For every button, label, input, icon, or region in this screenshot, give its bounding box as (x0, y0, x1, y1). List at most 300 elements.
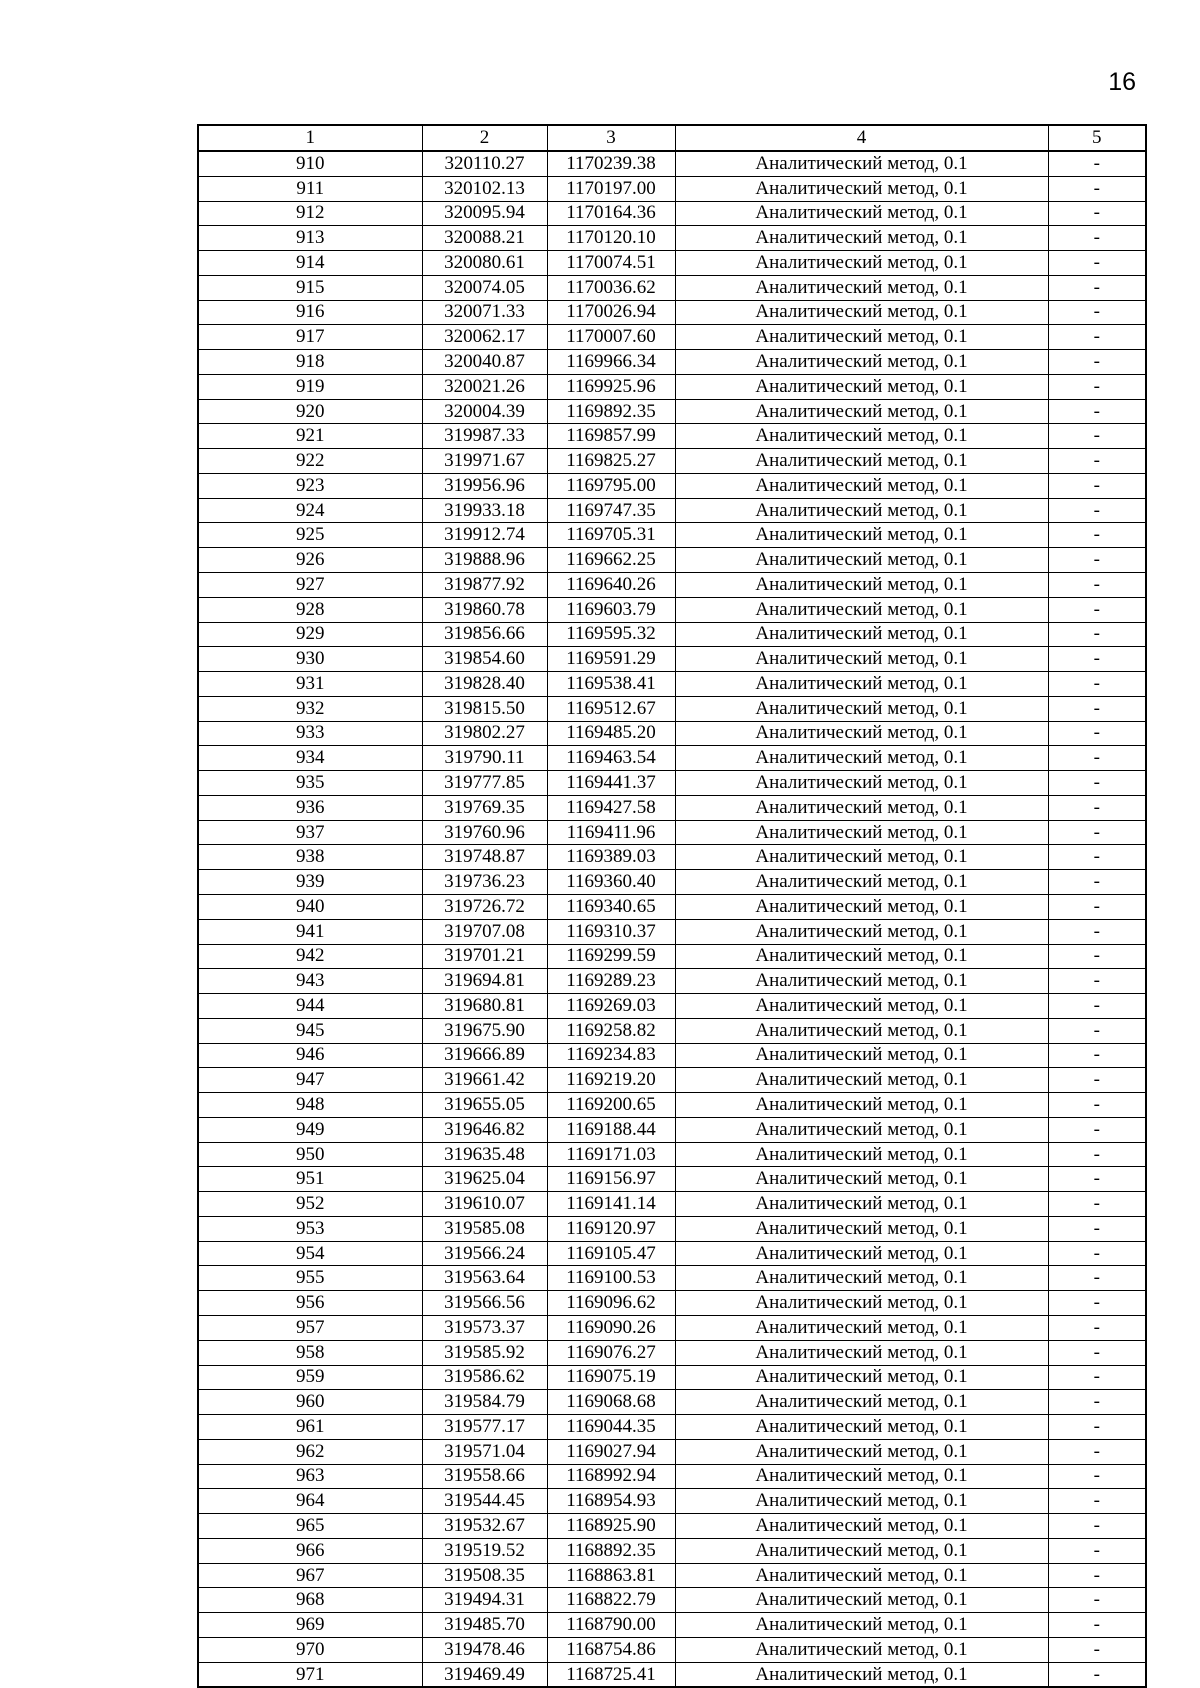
note-cell: - (1048, 845, 1146, 870)
table-row (198, 374, 1146, 399)
table-row (198, 1514, 1146, 1539)
y-coordinate-cell: 1169044.35 (547, 1415, 675, 1440)
y-coordinate-cell: 1169925.96 (547, 374, 675, 399)
y-coordinate-cell: 1169310.37 (547, 919, 675, 944)
y-coordinate-cell: 1169068.68 (547, 1390, 675, 1415)
point-number-cell: 934 (198, 746, 422, 771)
y-coordinate-cell: 1168954.93 (547, 1489, 675, 1514)
header-row (198, 125, 1146, 151)
x-coordinate-cell: 319584.79 (422, 1390, 547, 1415)
header-cell-4: 4 (675, 125, 1048, 151)
note-cell: - (1048, 573, 1146, 598)
table-row (198, 1291, 1146, 1316)
point-number-cell: 926 (198, 548, 422, 573)
note-cell: - (1048, 1439, 1146, 1464)
method-cell: Аналитический метод, 0.1 (675, 1365, 1048, 1390)
method-cell: Аналитический метод, 0.1 (675, 1117, 1048, 1142)
method-cell: Аналитический метод, 0.1 (675, 1637, 1048, 1662)
x-coordinate-cell: 319790.11 (422, 746, 547, 771)
table-row (198, 1167, 1146, 1192)
note-cell: - (1048, 449, 1146, 474)
y-coordinate-cell: 1169512.67 (547, 696, 675, 721)
point-number-cell: 917 (198, 325, 422, 350)
note-cell: - (1048, 870, 1146, 895)
point-number-cell: 940 (198, 894, 422, 919)
y-coordinate-cell: 1170197.00 (547, 176, 675, 201)
table-row (198, 1563, 1146, 1588)
x-coordinate-cell: 319586.62 (422, 1365, 547, 1390)
x-coordinate-cell: 319777.85 (422, 771, 547, 796)
point-number-cell: 942 (198, 944, 422, 969)
method-cell: Аналитический метод, 0.1 (675, 1093, 1048, 1118)
note-cell: - (1048, 251, 1146, 276)
y-coordinate-cell: 1169075.19 (547, 1365, 675, 1390)
x-coordinate-cell: 319736.23 (422, 870, 547, 895)
y-coordinate-cell: 1169105.47 (547, 1241, 675, 1266)
table-row (198, 870, 1146, 895)
y-coordinate-cell: 1170026.94 (547, 300, 675, 325)
x-coordinate-cell: 320071.33 (422, 300, 547, 325)
method-cell: Аналитический метод, 0.1 (675, 1315, 1048, 1340)
table-row (198, 696, 1146, 721)
table-row (198, 275, 1146, 300)
y-coordinate-cell: 1169389.03 (547, 845, 675, 870)
table-row (198, 746, 1146, 771)
note-cell: - (1048, 1637, 1146, 1662)
coordinates-table (197, 124, 1147, 1688)
x-coordinate-cell: 319675.90 (422, 1018, 547, 1043)
y-coordinate-cell: 1169269.03 (547, 994, 675, 1019)
method-cell: Аналитический метод, 0.1 (675, 1068, 1048, 1093)
header-cell-2: 2 (422, 125, 547, 151)
x-coordinate-cell: 319680.81 (422, 994, 547, 1019)
method-cell: Аналитический метод, 0.1 (675, 1291, 1048, 1316)
method-cell: Аналитический метод, 0.1 (675, 870, 1048, 895)
point-number-cell: 919 (198, 374, 422, 399)
note-cell: - (1048, 994, 1146, 1019)
table-row (198, 1538, 1146, 1563)
method-cell: Аналитический метод, 0.1 (675, 1588, 1048, 1613)
note-cell: - (1048, 201, 1146, 226)
method-cell: Аналитический метод, 0.1 (675, 424, 1048, 449)
method-cell: Аналитический метод, 0.1 (675, 251, 1048, 276)
method-cell: Аналитический метод, 0.1 (675, 1662, 1048, 1687)
x-coordinate-cell: 319666.89 (422, 1043, 547, 1068)
method-cell: Аналитический метод, 0.1 (675, 1241, 1048, 1266)
table-row (198, 672, 1146, 697)
y-coordinate-cell: 1168725.41 (547, 1662, 675, 1687)
point-number-cell: 968 (198, 1588, 422, 1613)
x-coordinate-cell: 320110.27 (422, 151, 547, 176)
x-coordinate-cell: 319494.31 (422, 1588, 547, 1613)
note-cell: - (1048, 1018, 1146, 1043)
table-row (198, 771, 1146, 796)
x-coordinate-cell: 319726.72 (422, 894, 547, 919)
y-coordinate-cell: 1169662.25 (547, 548, 675, 573)
table-row (198, 894, 1146, 919)
point-number-cell: 936 (198, 795, 422, 820)
method-cell: Аналитический метод, 0.1 (675, 449, 1048, 474)
method-cell: Аналитический метод, 0.1 (675, 374, 1048, 399)
x-coordinate-cell: 319508.35 (422, 1563, 547, 1588)
x-coordinate-cell: 319856.66 (422, 622, 547, 647)
note-cell: - (1048, 399, 1146, 424)
point-number-cell: 928 (198, 597, 422, 622)
table-row (198, 721, 1146, 746)
x-coordinate-cell: 320040.87 (422, 350, 547, 375)
point-number-cell: 952 (198, 1192, 422, 1217)
y-coordinate-cell: 1169485.20 (547, 721, 675, 746)
note-cell: - (1048, 672, 1146, 697)
method-cell: Аналитический метод, 0.1 (675, 1216, 1048, 1241)
x-coordinate-cell: 319760.96 (422, 820, 547, 845)
table-row (198, 201, 1146, 226)
point-number-cell: 969 (198, 1613, 422, 1638)
table-row (198, 548, 1146, 573)
y-coordinate-cell: 1169289.23 (547, 969, 675, 994)
method-cell: Аналитический метод, 0.1 (675, 1514, 1048, 1539)
x-coordinate-cell: 320102.13 (422, 176, 547, 201)
y-coordinate-cell: 1169234.83 (547, 1043, 675, 1068)
x-coordinate-cell: 319769.35 (422, 795, 547, 820)
y-coordinate-cell: 1169188.44 (547, 1117, 675, 1142)
point-number-cell: 951 (198, 1167, 422, 1192)
note-cell: - (1048, 1415, 1146, 1440)
note-cell: - (1048, 176, 1146, 201)
x-coordinate-cell: 319815.50 (422, 696, 547, 721)
method-cell: Аналитический метод, 0.1 (675, 1613, 1048, 1638)
method-cell: Аналитический метод, 0.1 (675, 275, 1048, 300)
point-number-cell: 927 (198, 573, 422, 598)
note-cell: - (1048, 1563, 1146, 1588)
table-row (198, 647, 1146, 672)
table-row (198, 1018, 1146, 1043)
point-number-cell: 959 (198, 1365, 422, 1390)
table-row (198, 1192, 1146, 1217)
method-cell: Аналитический метод, 0.1 (675, 795, 1048, 820)
note-cell: - (1048, 1093, 1146, 1118)
point-number-cell: 945 (198, 1018, 422, 1043)
method-cell: Аналитический метод, 0.1 (675, 746, 1048, 771)
x-coordinate-cell: 319610.07 (422, 1192, 547, 1217)
x-coordinate-cell: 319566.24 (422, 1241, 547, 1266)
point-number-cell: 935 (198, 771, 422, 796)
x-coordinate-cell: 319971.67 (422, 449, 547, 474)
x-coordinate-cell: 319585.92 (422, 1340, 547, 1365)
note-cell: - (1048, 523, 1146, 548)
point-number-cell: 929 (198, 622, 422, 647)
x-coordinate-cell: 319625.04 (422, 1167, 547, 1192)
table-row (198, 1489, 1146, 1514)
note-cell: - (1048, 473, 1146, 498)
x-coordinate-cell: 319519.52 (422, 1538, 547, 1563)
x-coordinate-cell: 320062.17 (422, 325, 547, 350)
point-number-cell: 961 (198, 1415, 422, 1440)
method-cell: Аналитический метод, 0.1 (675, 944, 1048, 969)
table-row (198, 944, 1146, 969)
table-row (198, 251, 1146, 276)
x-coordinate-cell: 319573.37 (422, 1315, 547, 1340)
y-coordinate-cell: 1169299.59 (547, 944, 675, 969)
x-coordinate-cell: 319828.40 (422, 672, 547, 697)
point-number-cell: 937 (198, 820, 422, 845)
point-number-cell: 916 (198, 300, 422, 325)
note-cell: - (1048, 275, 1146, 300)
note-cell: - (1048, 795, 1146, 820)
y-coordinate-cell: 1169640.26 (547, 573, 675, 598)
table-row (198, 399, 1146, 424)
method-cell: Аналитический метод, 0.1 (675, 176, 1048, 201)
point-number-cell: 954 (198, 1241, 422, 1266)
note-cell: - (1048, 1514, 1146, 1539)
x-coordinate-cell: 319478.46 (422, 1637, 547, 1662)
y-coordinate-cell: 1168925.90 (547, 1514, 675, 1539)
point-number-cell: 971 (198, 1662, 422, 1687)
method-cell: Аналитический метод, 0.1 (675, 1415, 1048, 1440)
point-number-cell: 948 (198, 1093, 422, 1118)
table-row (198, 1315, 1146, 1340)
table-row (198, 1637, 1146, 1662)
y-coordinate-cell: 1169360.40 (547, 870, 675, 895)
table-row (198, 1117, 1146, 1142)
y-coordinate-cell: 1169258.82 (547, 1018, 675, 1043)
method-cell: Аналитический метод, 0.1 (675, 1538, 1048, 1563)
table-row (198, 1241, 1146, 1266)
y-coordinate-cell: 1168790.00 (547, 1613, 675, 1638)
method-cell: Аналитический метод, 0.1 (675, 647, 1048, 672)
y-coordinate-cell: 1169141.14 (547, 1192, 675, 1217)
note-cell: - (1048, 151, 1146, 176)
method-cell: Аналитический метод, 0.1 (675, 300, 1048, 325)
point-number-cell: 932 (198, 696, 422, 721)
table-body (198, 151, 1146, 1687)
point-number-cell: 950 (198, 1142, 422, 1167)
method-cell: Аналитический метод, 0.1 (675, 473, 1048, 498)
y-coordinate-cell: 1169966.34 (547, 350, 675, 375)
note-cell: - (1048, 1142, 1146, 1167)
point-number-cell: 966 (198, 1538, 422, 1563)
method-cell: Аналитический метод, 0.1 (675, 151, 1048, 176)
method-cell: Аналитический метод, 0.1 (675, 969, 1048, 994)
x-coordinate-cell: 319888.96 (422, 548, 547, 573)
table-row (198, 449, 1146, 474)
note-cell: - (1048, 1216, 1146, 1241)
method-cell: Аналитический метод, 0.1 (675, 919, 1048, 944)
y-coordinate-cell: 1168892.35 (547, 1538, 675, 1563)
note-cell: - (1048, 1365, 1146, 1390)
point-number-cell: 958 (198, 1340, 422, 1365)
table-row (198, 226, 1146, 251)
y-coordinate-cell: 1168992.94 (547, 1464, 675, 1489)
table-row (198, 795, 1146, 820)
x-coordinate-cell: 320021.26 (422, 374, 547, 399)
table-row (198, 1464, 1146, 1489)
point-number-cell: 970 (198, 1637, 422, 1662)
y-coordinate-cell: 1169795.00 (547, 473, 675, 498)
method-cell: Аналитический метод, 0.1 (675, 1167, 1048, 1192)
header-cell-1: 1 (198, 125, 422, 151)
x-coordinate-cell: 319748.87 (422, 845, 547, 870)
table-row (198, 1662, 1146, 1687)
point-number-cell: 931 (198, 672, 422, 697)
table-row (198, 994, 1146, 1019)
x-coordinate-cell: 320080.61 (422, 251, 547, 276)
table-row (198, 300, 1146, 325)
point-number-cell: 911 (198, 176, 422, 201)
x-coordinate-cell: 319694.81 (422, 969, 547, 994)
table-row (198, 1588, 1146, 1613)
x-coordinate-cell: 319571.04 (422, 1439, 547, 1464)
note-cell: - (1048, 721, 1146, 746)
table-row (198, 151, 1146, 176)
point-number-cell: 925 (198, 523, 422, 548)
y-coordinate-cell: 1169591.29 (547, 647, 675, 672)
x-coordinate-cell: 319877.92 (422, 573, 547, 598)
note-cell: - (1048, 1390, 1146, 1415)
note-cell: - (1048, 820, 1146, 845)
note-cell: - (1048, 1315, 1146, 1340)
x-coordinate-cell: 320095.94 (422, 201, 547, 226)
point-number-cell: 920 (198, 399, 422, 424)
y-coordinate-cell: 1169747.35 (547, 498, 675, 523)
header-cell-5: 5 (1048, 125, 1146, 151)
note-cell: - (1048, 1068, 1146, 1093)
table-row (198, 969, 1146, 994)
note-cell: - (1048, 771, 1146, 796)
point-number-cell: 913 (198, 226, 422, 251)
table-row (198, 1043, 1146, 1068)
table-row (198, 1439, 1146, 1464)
note-cell: - (1048, 969, 1146, 994)
note-cell: - (1048, 1538, 1146, 1563)
x-coordinate-cell: 319585.08 (422, 1216, 547, 1241)
note-cell: - (1048, 919, 1146, 944)
note-cell: - (1048, 1340, 1146, 1365)
x-coordinate-cell: 319701.21 (422, 944, 547, 969)
table-row (198, 1093, 1146, 1118)
y-coordinate-cell: 1170007.60 (547, 325, 675, 350)
point-number-cell: 949 (198, 1117, 422, 1142)
y-coordinate-cell: 1169892.35 (547, 399, 675, 424)
point-number-cell: 943 (198, 969, 422, 994)
method-cell: Аналитический метод, 0.1 (675, 1489, 1048, 1514)
x-coordinate-cell: 319933.18 (422, 498, 547, 523)
table-row (198, 573, 1146, 598)
y-coordinate-cell: 1169441.37 (547, 771, 675, 796)
table-row (198, 845, 1146, 870)
point-number-cell: 944 (198, 994, 422, 1019)
table-row (198, 597, 1146, 622)
table-row (198, 473, 1146, 498)
method-cell: Аналитический метод, 0.1 (675, 597, 1048, 622)
method-cell: Аналитический метод, 0.1 (675, 1563, 1048, 1588)
y-coordinate-cell: 1169100.53 (547, 1266, 675, 1291)
note-cell: - (1048, 1464, 1146, 1489)
note-cell: - (1048, 1588, 1146, 1613)
method-cell: Аналитический метод, 0.1 (675, 1192, 1048, 1217)
point-number-cell: 914 (198, 251, 422, 276)
method-cell: Аналитический метод, 0.1 (675, 771, 1048, 796)
note-cell: - (1048, 350, 1146, 375)
point-number-cell: 957 (198, 1315, 422, 1340)
table-row (198, 1266, 1146, 1291)
point-number-cell: 922 (198, 449, 422, 474)
y-coordinate-cell: 1169090.26 (547, 1315, 675, 1340)
x-coordinate-cell: 319956.96 (422, 473, 547, 498)
method-cell: Аналитический метод, 0.1 (675, 226, 1048, 251)
point-number-cell: 960 (198, 1390, 422, 1415)
note-cell: - (1048, 1241, 1146, 1266)
note-cell: - (1048, 1043, 1146, 1068)
point-number-cell: 921 (198, 424, 422, 449)
table-row (198, 1415, 1146, 1440)
table-row (198, 176, 1146, 201)
x-coordinate-cell: 319544.45 (422, 1489, 547, 1514)
method-cell: Аналитический метод, 0.1 (675, 622, 1048, 647)
method-cell: Аналитический метод, 0.1 (675, 1439, 1048, 1464)
point-number-cell: 955 (198, 1266, 422, 1291)
y-coordinate-cell: 1170036.62 (547, 275, 675, 300)
note-cell: - (1048, 300, 1146, 325)
table-row (198, 498, 1146, 523)
note-cell: - (1048, 1662, 1146, 1687)
table-row (198, 325, 1146, 350)
y-coordinate-cell: 1169825.27 (547, 449, 675, 474)
note-cell: - (1048, 325, 1146, 350)
note-cell: - (1048, 548, 1146, 573)
x-coordinate-cell: 319577.17 (422, 1415, 547, 1440)
point-number-cell: 933 (198, 721, 422, 746)
method-cell: Аналитический метод, 0.1 (675, 350, 1048, 375)
x-coordinate-cell: 319563.64 (422, 1266, 547, 1291)
method-cell: Аналитический метод, 0.1 (675, 994, 1048, 1019)
y-coordinate-cell: 1168822.79 (547, 1588, 675, 1613)
y-coordinate-cell: 1168754.86 (547, 1637, 675, 1662)
method-cell: Аналитический метод, 0.1 (675, 894, 1048, 919)
point-number-cell: 953 (198, 1216, 422, 1241)
y-coordinate-cell: 1169705.31 (547, 523, 675, 548)
table-row (198, 523, 1146, 548)
table-row (198, 1142, 1146, 1167)
point-number-cell: 923 (198, 473, 422, 498)
point-number-cell: 941 (198, 919, 422, 944)
note-cell: - (1048, 1117, 1146, 1142)
note-cell: - (1048, 1167, 1146, 1192)
x-coordinate-cell: 319987.33 (422, 424, 547, 449)
x-coordinate-cell: 319532.67 (422, 1514, 547, 1539)
table-row (198, 1390, 1146, 1415)
method-cell: Аналитический метод, 0.1 (675, 573, 1048, 598)
x-coordinate-cell: 319635.48 (422, 1142, 547, 1167)
point-number-cell: 924 (198, 498, 422, 523)
point-number-cell: 964 (198, 1489, 422, 1514)
y-coordinate-cell: 1169857.99 (547, 424, 675, 449)
method-cell: Аналитический метод, 0.1 (675, 1266, 1048, 1291)
x-coordinate-cell: 320074.05 (422, 275, 547, 300)
x-coordinate-cell: 319802.27 (422, 721, 547, 746)
table-row (198, 350, 1146, 375)
table-row (198, 1216, 1146, 1241)
x-coordinate-cell: 319566.56 (422, 1291, 547, 1316)
page-number: 16 (1108, 68, 1136, 96)
table-row (198, 1365, 1146, 1390)
x-coordinate-cell: 319655.05 (422, 1093, 547, 1118)
point-number-cell: 918 (198, 350, 422, 375)
table-row (198, 622, 1146, 647)
y-coordinate-cell: 1169120.97 (547, 1216, 675, 1241)
method-cell: Аналитический метод, 0.1 (675, 399, 1048, 424)
point-number-cell: 939 (198, 870, 422, 895)
